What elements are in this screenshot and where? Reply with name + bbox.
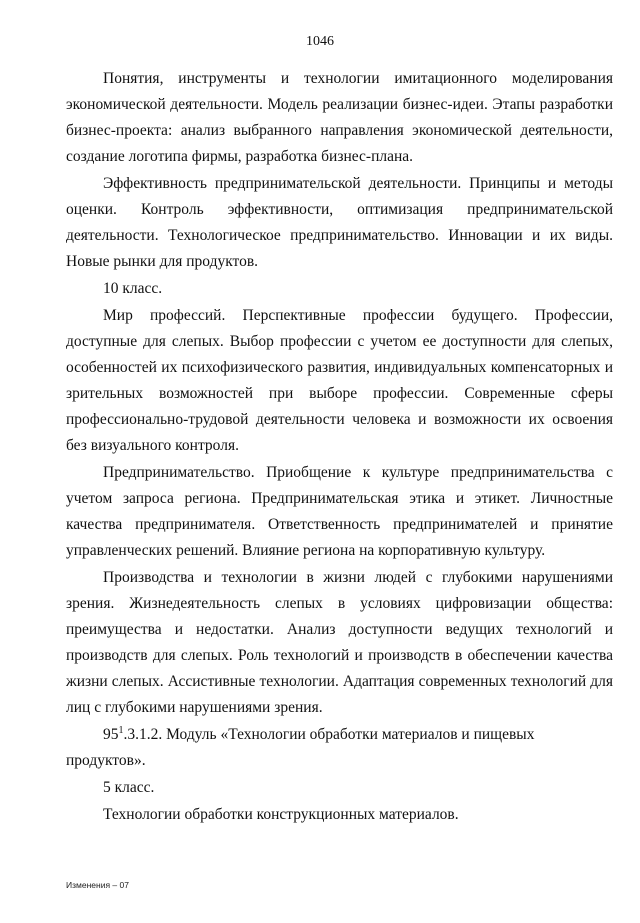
grade-10-label: 10 класс. xyxy=(103,280,163,297)
module-title: .3.1.2. Модуль «Технологии обработки материалов и пищевых продуктов». xyxy=(66,726,535,769)
footer-revision-note: Изменения – 07 xyxy=(66,880,129,890)
paragraph-business-modeling: Понятия, инструменты и технологии имитационного моделирования экономической деятельности. Модель реализации бизнес-идеи. Этапы разработки бизнес-проекта: анализ выбранного направления экономической деятельности, создание логотипа фирмы, разработка бизнес-плана. xyxy=(66,70,613,165)
module-number: 95 xyxy=(103,726,119,743)
section-title: Технологии обработки конструкционных материалов. xyxy=(103,806,459,823)
module-heading xyxy=(66,722,613,774)
paragraph-entrepreneurship: Предпринимательство. Приобщение к культуре предпринимательства с учетом запроса региона. Предпринимательская этика и этикет. Личностные качества предпринимателя. Ответственность предпринимателей и принятие управленческих решений. Влияние региона на корпоративную культуру. xyxy=(66,464,613,559)
paragraph-efficiency: Эффективность предпринимательской деятельности. Принципы и методы оценки. Контроль эффективности, оптимизация предпринимательской деятельности. Технологическое предпринимательство. Инновации и их виды. Новые рынки для продуктов. xyxy=(66,175,613,270)
body-text xyxy=(66,66,613,829)
paragraph-world-of-professions: Мир профессий. Перспективные профессии будущего. Профессии, доступные для слепых. Выбор профессии с учетом ее доступности для слепых, особенностей их психофизического развития, индивидуальных компенсаторных и зрительных возможностей при выборе профессии. Современные сферы профессионально-трудовой деятельности человека и возможности их освоения без визуального контроля. xyxy=(66,307,613,454)
paragraph-production-technologies: Производства и технологии в жизни людей с глубокими нарушениями зрения. Жизнедеятельность слепых в условиях цифровизации общества: преимущества и недостатки. Анализ доступности ведущих технологий и производств для слепых. Роль технологий и производств в обеспечении качества жизни слепых. Ассистивные технологии. Адаптация современных технологий для лиц с глубокими нарушениями зрения. xyxy=(66,569,613,716)
grade-5-label: 5 класс. xyxy=(103,779,155,796)
page-number: 1046 xyxy=(306,34,334,49)
module-number-superscript: 1 xyxy=(118,724,124,736)
